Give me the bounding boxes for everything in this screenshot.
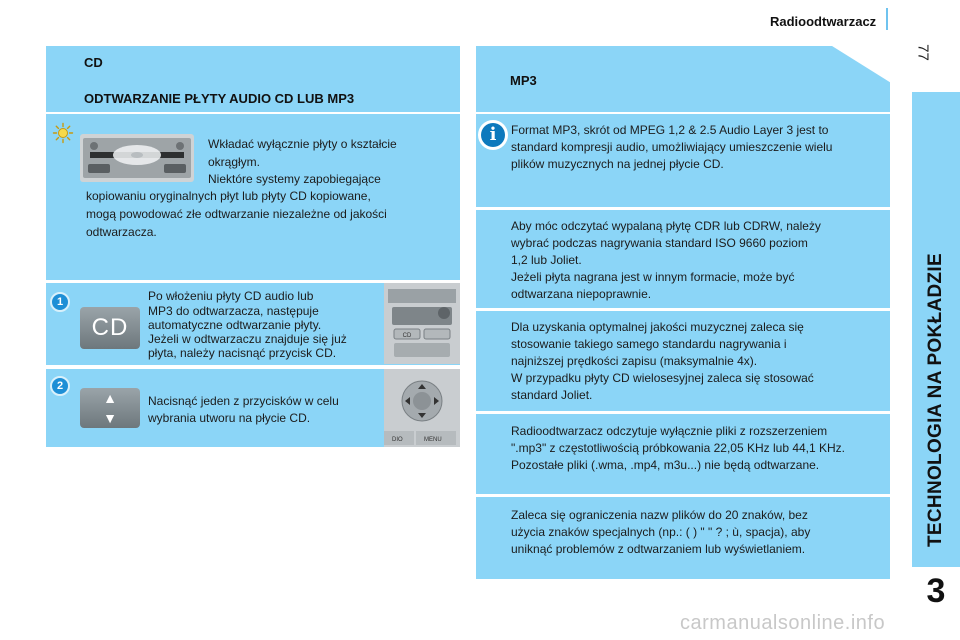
- mp3-section-header: [476, 46, 890, 112]
- cd-tip-line: odtwarzacza.: [86, 225, 157, 239]
- step2-text-line: wybrania utworu na płycie CD.: [148, 411, 311, 425]
- console-cd-label: CD: [402, 333, 412, 339]
- step2-text-line: Nacisnąć jeden z przycisków w celu: [148, 394, 339, 408]
- sun-icon: [52, 122, 74, 144]
- radio-unit-image: [80, 134, 194, 182]
- mp3-text-line: odtwarzana niepoprawnie.: [511, 287, 652, 301]
- cd-tip-line: mogą powodować złe odtwarzanie niezależne od jakości: [86, 207, 387, 221]
- mp3-text-line: standard Joliet.: [511, 388, 593, 402]
- cd-tip-line: kopiowaniu oryginalnych płyt lub płyty CD kopiowane,: [86, 189, 371, 203]
- watermark-text: carmanualsonline.info: [680, 612, 886, 634]
- info-icon: i: [478, 120, 508, 150]
- console-menu-label: MENU: [424, 437, 442, 443]
- mp3-text-line: W przypadku płyty CD wielosesyjnej zaleca się stosować: [511, 371, 814, 385]
- mp3-text-line: Jeżeli płyta nagrana jest w innym formacie, może być: [511, 270, 795, 284]
- step1-text-line: automatyczne odtwarzanie płyty.: [148, 318, 322, 332]
- mp3-text-line: plików muzycznych na jednej płycie CD.: [511, 157, 724, 171]
- mp3-text-line: Pozostałe pliki (.wma, .mp4, m3u...) nie będą odtwarzane.: [511, 458, 820, 472]
- mp3-text-line: stosowanie takiego samego standardu nagrywania i: [511, 337, 787, 351]
- step1-text-line: Po włożeniu płyty CD audio lub: [148, 289, 314, 303]
- mp3-text-line: 1,2 lub Joliet.: [511, 253, 582, 267]
- mp3-text-line: standard kompresji audio, umożliwiający umieszczenie wielu: [511, 140, 833, 154]
- mp3-text-line: Format MP3, skrót od MPEG 1,2 & 2.5 Audio Layer 3 jest to: [511, 123, 829, 137]
- step1-text-line: płyta, należy nacisnąć przycisk CD.: [148, 346, 337, 360]
- page-header-title: Radioodtwarzacz: [770, 14, 877, 29]
- console-dio-label: DIO: [392, 437, 403, 443]
- step-badge-1: 1: [50, 292, 70, 312]
- console-cd-image: [384, 283, 460, 364]
- step1-text-line: MP3 do odtwarzacza, następuje: [148, 304, 319, 318]
- header-divider: [886, 8, 888, 30]
- mp3-text-line: uniknąć problemów z odtwarzaniem lub wyświetlaniem.: [511, 542, 806, 556]
- mp3-text-line: ".mp3" z częstotliwością próbkowania 22,05 KHz lub 44,1 KHz.: [511, 441, 846, 455]
- arrow-down-icon: ▼: [103, 410, 117, 426]
- chapter-number: 3: [912, 567, 960, 617]
- cd-tip-line: Wkładać wyłącznie płyty o kształcie: [208, 137, 397, 151]
- mp3-text-line: najniższej prędkości zapisu (maksymalnie 4x).: [511, 354, 758, 368]
- cd-tip-line: okrągłym.: [208, 155, 261, 169]
- chapter-title: TECHNOLOGIA NA POKŁADZIE: [925, 253, 946, 547]
- arrow-up-icon: ▲: [103, 390, 117, 406]
- cd-section-subtitle: ODTWARZANIE PŁYTY AUDIO CD LUB MP3: [84, 91, 355, 106]
- mp3-text-line: Radioodtwarzacz odczytuje wyłącznie pliki z rozszerzeniem: [511, 424, 828, 438]
- page-number: 77: [914, 44, 932, 61]
- mp3-text-line: użycia znaków specjalnych (np.: ( ) " " ? ; ù, spacja), aby: [511, 525, 811, 539]
- mp3-text-line: Zaleca się ograniczenia nazw plików do 20 znaków, bez: [511, 508, 808, 522]
- step1-text-line: Jeżeli w odtwarzaczu znajduje się już: [148, 332, 347, 346]
- mp3-text-line: Aby móc odczytać wypalaną płytę CDR lub CDRW, należy: [511, 219, 821, 233]
- console-arrows-image: [384, 369, 460, 447]
- step-badge-2: 2: [50, 376, 70, 396]
- mp3-text-line: wybrać podczas nagrywania standard ISO 9660 poziom: [511, 236, 808, 250]
- cd-button: CD: [80, 307, 140, 349]
- cd-tip-line: Niektóre systemy zapobiegające: [208, 172, 381, 186]
- mp3-text-line: Dla uzyskania optymalnej jakości muzycznej zaleca się: [511, 320, 804, 334]
- track-select-buttons: [80, 388, 140, 428]
- mp3-section-title: MP3: [510, 73, 537, 88]
- cd-section-title: CD: [84, 55, 103, 70]
